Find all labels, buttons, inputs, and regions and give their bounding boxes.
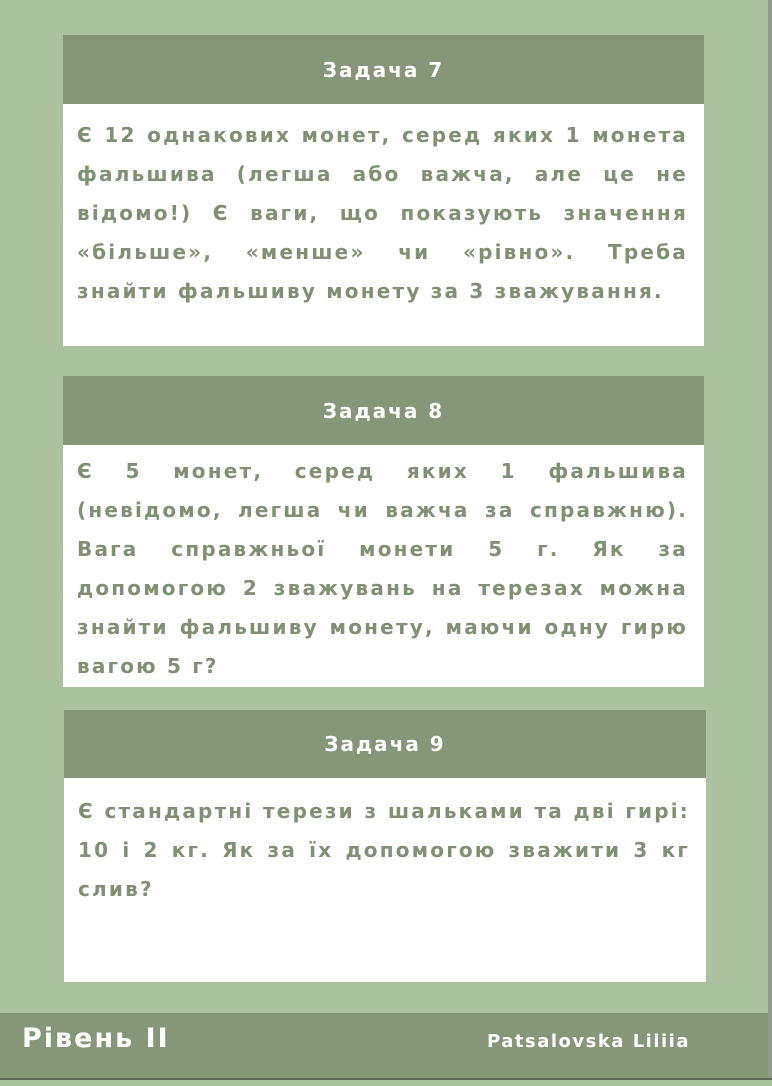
task-title: Задача 7	[63, 35, 704, 104]
task-card-8	[63, 376, 704, 687]
task-text: Є 5 монет, серед яких 1 фальшива (невідомо, легша чи важча за справжню). Вага справжньої монети 5 г. Як за допомогою 2 зважувань на терезах можна знайти фальшиву монету, маючи одну гирю вагою 5 г?	[63, 445, 704, 687]
page-edge	[768, 0, 772, 1086]
level-label: Рівень II	[22, 1023, 170, 1054]
task-text: Є 12 однакових монет, серед яких 1 монета фальшива (легша або важча, але це не відомо!) Є ваги, що показують значення «більше», «менше» чи «рівно». Треба знайти фальшиву монету за 3 зважування.	[63, 104, 704, 346]
author-name: Patsalovska Liliia	[487, 1031, 690, 1052]
footer-bar	[0, 1013, 768, 1078]
task-card-9	[64, 710, 706, 982]
task-card-7	[63, 35, 704, 346]
task-title: Задача 9	[64, 710, 706, 778]
task-title: Задача 8	[63, 376, 704, 445]
footer-bottom-strip	[0, 1078, 772, 1086]
task-text: Є стандартні терези з шальками та дві гирі: 10 і 2 кг. Як за їх допомогою зважити 3 кг слив?	[64, 778, 706, 982]
